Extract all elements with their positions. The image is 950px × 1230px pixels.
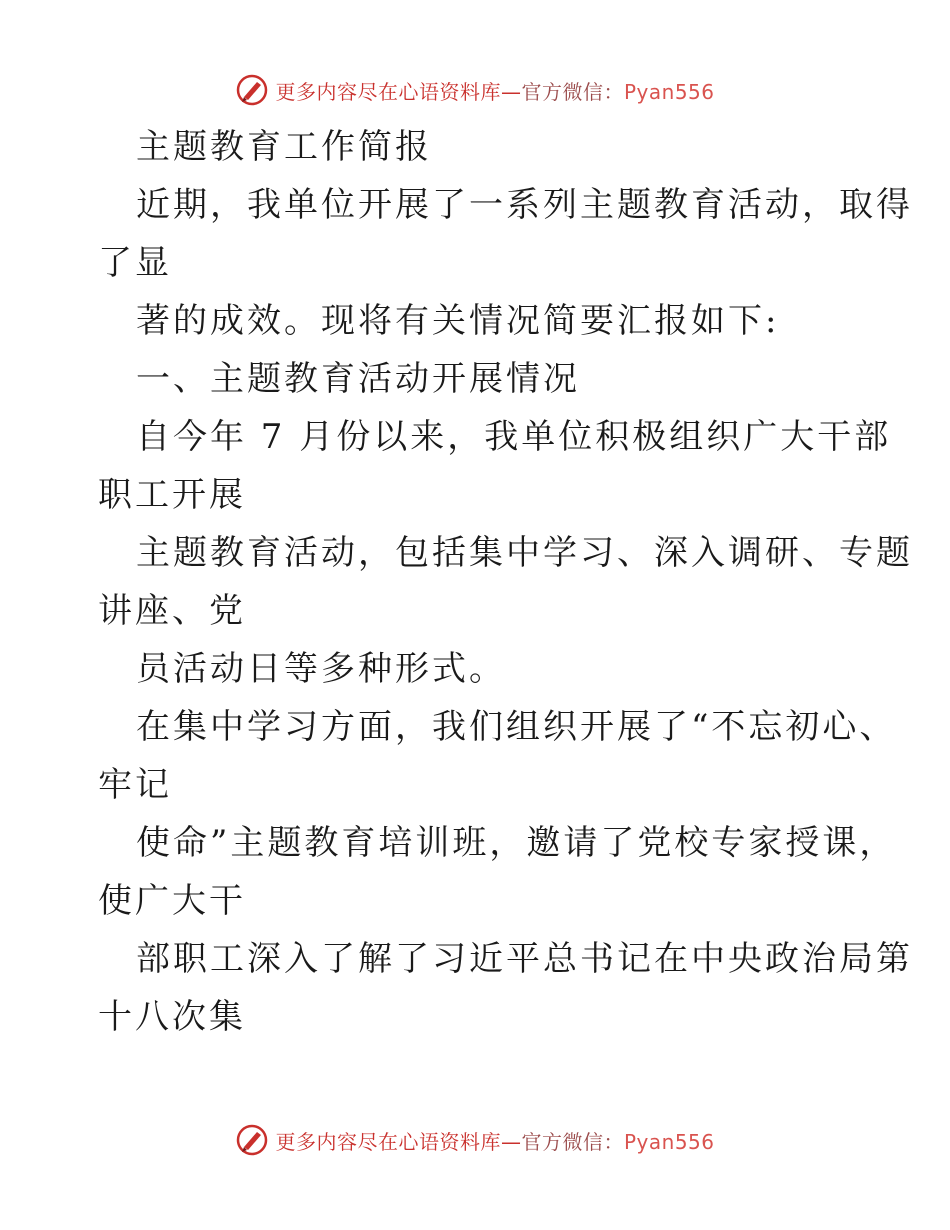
text-line: 十八次集 — [98, 997, 246, 1037]
watermark-separator: — — [500, 1129, 522, 1154]
watermark-account: Pyan556 — [623, 79, 715, 104]
text-line: 使命”主题教育培训班，邀请了党校专家授课， — [136, 823, 897, 863]
section-heading: 一、主题教育活动开展情况 — [136, 359, 580, 399]
watermark-banner — [235, 1123, 714, 1157]
watermark-text — [275, 76, 714, 105]
pen-logo-icon — [235, 1123, 269, 1157]
text-line: 在集中学习方面，我们组织开展了“不忘初心、 — [136, 707, 897, 747]
watermark-account: Pyan556 — [623, 1129, 715, 1154]
footer-watermark — [0, 1120, 950, 1160]
watermark-main: 更多内容尽在心语资料库 — [275, 1129, 501, 1154]
watermark-sub: 官方微信： — [521, 79, 624, 104]
watermark-separator: — — [500, 79, 522, 104]
watermark-banner — [235, 73, 714, 107]
text-line: 了显 — [98, 243, 172, 283]
text-line: 员活动日等多种形式。 — [136, 649, 506, 689]
watermark-text — [275, 1126, 714, 1155]
document-title: 主题教育工作简报 — [136, 127, 432, 167]
text-line: 部职工深入了解了习近平总书记在中央政治局第 — [136, 939, 913, 979]
text-line: 近期，我单位开展了一系列主题教育活动，取得 — [136, 185, 913, 225]
header-watermark — [0, 70, 950, 110]
text-line: 使广大干 — [98, 881, 246, 921]
pen-logo-icon — [235, 73, 269, 107]
text-line: 自今年 7 月份以来，我单位积极组织广大干部 — [136, 417, 892, 457]
text-line: 著的成效。现将有关情况简要汇报如下: — [136, 301, 780, 341]
text-line: 牢记 — [98, 765, 172, 805]
text-line: 主题教育活动，包括集中学习、深入调研、专题 — [136, 533, 913, 573]
text-line: 讲座、党 — [98, 591, 246, 631]
text-line: 职工开展 — [98, 475, 246, 515]
watermark-sub: 官方微信： — [521, 1129, 624, 1154]
watermark-main: 更多内容尽在心语资料库 — [275, 79, 501, 104]
